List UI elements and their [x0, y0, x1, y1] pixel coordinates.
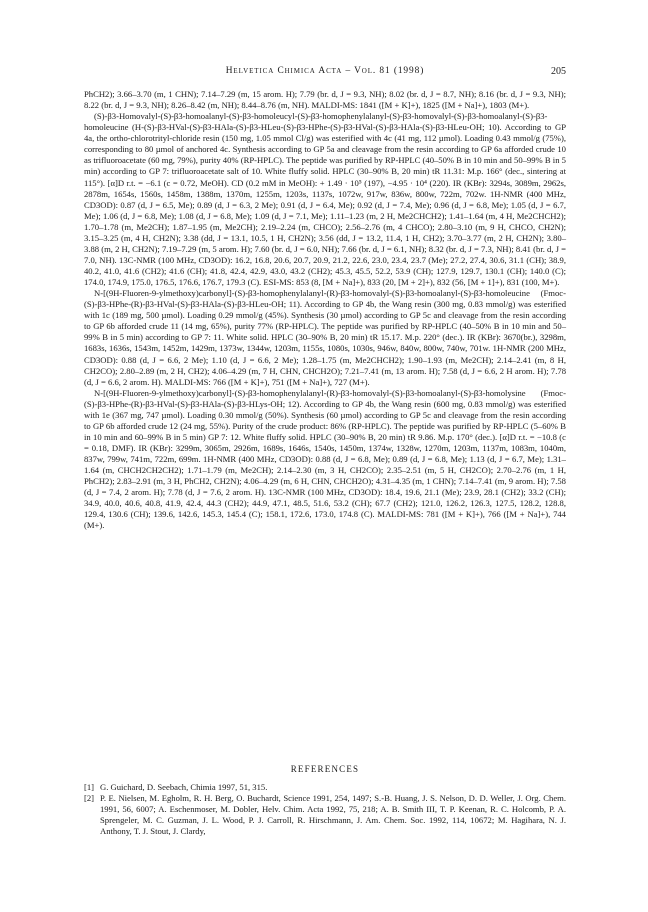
reference-number: [2] [84, 793, 95, 804]
reference-text: P. E. Nielsen, M. Egholm, R. H. Berg, O. Buchardt, Science 1991, 254, 1497; S.-B. Huang, J. S. Nelson, D. D. Weller, J. Org. Chem. 1991, 56, 6007; A. Eschenmoser, M. Dobler, Helv. Chim. Acta 1992, 75, 218; A. B. Smith III, T. P. Keenan, R. C. Holcomb, P. A. Sprengeler, M. C. Guzman, J. L. Wood, P. J. Carroll, R. Hirschmann, J. Am. Chem. Soc. 1992, 114, 10672; M. Hagihara, N. J. Anthony, T. J. Stout, J. Clardy, [100, 793, 566, 837]
paragraph-compound-11: N-[(9H-Fluoren-9-ylmethoxy)carbonyl]-(S)-β3-homophenylalanyl-(R)-β3-homovalyl-(S)-β3-homoalanyl-(S)-β3-homoleucine (Fmoc-(S)-β3-HPhe-(R)-β3-HVal-(S)-β3-HAla-(S)-β3-HLeu-OH; 11). According to GP 4b, the Wang resin (300 mg, 0.83 mmol/g) was esterified with 1c (189 mg, 500 µmol). Loading 0.29 mmol/g (45%). Synthesis (30 µmol) according to GP 5c and cleavage from the resin according to GP 6b afforded crude 11 (14 mg, 65%), purity 77% (RP-HPLC). The peptide was purified by RP-HPLC (40–50% B in 10 min and 50–99% B in 5 min) according to GP 7: 11. White solid. HPLC (30–90% B, 20 min) tR 15.17. M.p. 220° (dec.). IR (KBr): 3670(br.), 3298m, 1683s, 1636s, 1543m, 1452m, 1429m, 1373w, 1344w, 1203m, 1155s, 1080s, 1030s, 946w, 840w, 800w, 740w, 701w. 1H-NMR (200 MHz, CD3OD): 0.88 (d, J = 6.6, 2 Me); 1.10 (d, J = 6.6, 2 Me); 1.28–1.75 (m, Me2CHCH2); 1.90–1.93 (m, Me2CH); 2.14–2.41 (m, 8 H, CH2CO); 2.80–2.89 (m, 2 H, CH2); 4.06–4.29 (m, 7 H, CHN, CHCH2O); 7.21–7.41 (m, 13 arom. H); 7.58 (d, J = 6.6, 2 H arom. H); 7.78 (d, J = 6.6, 2 arom. H). MALDI-MS: 766 ([M + K]+), 751 ([M + Na]+), 727 (M+). [84, 288, 566, 387]
reference-number: [1] [84, 782, 95, 792]
references-heading: REFERENCES [290, 764, 360, 774]
running-header [84, 66, 566, 80]
reference-text: G. Guichard, D. Seebach, Chimia 1997, 51, 315. [100, 782, 268, 792]
article-body [84, 89, 566, 532]
paragraph-compound-9-data: PhCH2); 3.66–3.70 (m, 1 CHN); 7.14–7.29 (m, 15 arom. H); 7.79 (br. d, J = 9.3, NH); 8.02 (br. d, J = 8.7, NH); 8.16 (br. d, J = 9.3, NH); 8.22 (br. d, J = 9.3, NH); 8.26–8.42 (m, NH); 8.44–8.76 (m, NH). MALDI-MS: 1841 ([M + K]+), 1825 ([M + Na]+), 1803 (M+). [84, 89, 566, 111]
paragraph-compound-10: (S)-β3-Homovalyl-(S)-β3-homoalanyl-(S)-β3-homoleucyl-(S)-β3-homophenylalanyl-(S)-β3-homovalyl-(S)-β3-homoalanyl-(S)-β3-homoleucine (H-(S)-β3-HVal-(S)-β3-HAla-(S)-β3-HLeu-(S)-β3-HPhe-(S)-β3-HVal-(S)-β3-HAla-(S)-β3-HLeu-OH; 10). According to GP 4a, the ortho-chlorotrityl-chloride resin (150 mg, 1.05 mmol Cl/g) was esterified with 4c (41 mg, 112 µmol). Loading 0.43 mmol/g (75%), corresponding to 80 µmol of anchored 4c. Synthesis according to GP 5a and cleavage from the resin according to GP 6a afforded crude 10 as trifluoroacetate (60 mg, 79%), purity 40% (RP-HPLC). The peptide was purified by RP-HPLC (40–50% B in 10 min and 50–99% B in 5 min) according to GP 7: trifluoroacetate salt of 10. White fluffy solid. HPLC (30–90% B, 20 min) tR 11.31: M.p. 166° (dec., sintering at 115°). [α]D r.t. = −6.1 (c = 0.72, MeOH). CD (0.2 mM in MeOH): + 1.49 · 10⁵ (197), −4.95 · 10⁴ (220). IR (KBr): 3294s, 3089m, 2962s, 2878m, 1654s, 1560s, 1458m, 1388m, 1370m, 1255m, 1203s, 1137s, 1072w, 917w, 836w, 800w, 722m, 702w. 1H-NMR (400 MHz, CD3OD): 0.87 (d, J = 6.5, Me); 0.89 (d, J = 6.3, 2 Me); 0.91 (d, J = 6.4, Me); 0.92 (d, J = 7.4, Me); 0.96 (d, J = 6.8, Me); 1.05 (d, J = 6.7, Me); 1.06 (d, J = 6.8, Me); 1.08 (d, J = 6.8, Me); 1.09 (d, J = 7.1, Me); 1.11–1.23 (m, 2 H, Me2CHCH2); 1.41–1.64 (m, 4 H, Me2CHCH2); 1.70–1.78 (m, Me2CH); 1.87–1.95 (m, Me2CH); 2.19–2.24 (m, CHCO); 2.56–2.76 (m, 4 CHCO); 2.80–3.10 (m, 9 H, CHCO, CH2N); 3.15–3.25 (m, 4 H, CH2N); 3.38 (dd, J = 13.1, 10.5, 1 H, CH2N); 3.56 (dd, J = 13.2, 11.4, 1 H, CH2); 3.70–3.77 (m, 2 H, CH2N); 3.80–3.88 (m, 2 H, CH2N); 7.19–7.29 (m, 5 arom. H); 7.60 (br. d, J = 6.0, NH); 7.66 (br. d, J = 6.1, NH); 8.32 (br. d, J = 7.3, NH); 8.41 (br. d, J = 7.0, NH). 13C-NMR (100 MHz, CD3OD): 16.2, 16.8, 20.6, 20.7, 20.9, 21.2, 22.6, 23.0, 23.4, 23.7 (Me); 27.2, 27.4, 30.6, 31.1 (CH); 38.9, 40.2, 41.0, 41.6 (CH2); 41.6 (CH); 41.8, 42.4, 42.9, 43.0, 43.2 (CH2); 45.3, 45.5, 52.2, 53.9 (CH); 127.9, 129.7, 130.1 (CH); 140.0 (C); 174.0, 174.9, 175.0, 176.5, 176.6, 176.7, 179.3 (C). ESI-MS: 853 (8, [M + Na]+), 833 (20, [M + 2]+), 832 (56, [M + 1]+), 831 (100, M+). [84, 111, 566, 288]
reference-item [84, 782, 566, 793]
journal-title: Helvetica Chimica Acta – Vol. 81 (1998) [225, 66, 425, 76]
page-number: 205 [551, 66, 566, 77]
references-list [84, 782, 566, 837]
paragraph-compound-12: N-[(9H-Fluoren-9-ylmethoxy)carbonyl]-(S)-β3-homophenylalanyl-(R)-β3-homovalyl-(S)-β3-homoalanyl-(S)-β3-homolysine (Fmoc-(S)-β3-HPhe-(R)-β3-HVal-(S)-β3-HAla-(S)-β3-HLys-OH; 12). According to GP 4b, the Wang resin (600 mg, 0.83 mmol/g) was esterified with 1e (367 mg, 747 µmol). Loading 0.30 mmol/g (50%). Synthesis (60 µmol) according to GP 5c and cleavage from the resin according to GP 6b afforded crude 12 (24 mg, 55%). Purity of the crude product: 86% (RP-HPLC). The peptide was purified by RP-HPLC (5–60% B in 10 min and 60–99% B in 5 min) GP 7: 12. White fluffy solid. HPLC (30–90% B, 20 min) tR 9.86. M.p. 170° (dec.). [α]D r.t. = −10.8 (c = 0.18, DMF). IR (KBr): 3299m, 3065m, 2926m, 1689s, 1646s, 1540s, 1450m, 1374w, 1328w, 1270m, 1203m, 1137m, 1083m, 1040m, 837w, 799w, 741m, 722m, 699m. 1H-NMR (400 MHz, CD3OD): 0.88 (d, J = 6.8, Me); 0.89 (d, J = 6.8, Me); 1.13 (d, J = 6.7, Me); 1.31–1.64 (m, CHCH2CH2CH2); 1.71–1.79 (m, Me2CH); 2.14–2.30 (m, 3 H, CH2CO); 2.35–2.51 (m, 5 H, CH2CO); 2.70–2.76 (m, 1 H, PhCH2); 2.83–2.91 (m, 3 H, PhCH2, CH2N); 4.06–4.29 (m, 6 H, CHN, CHCH2O); 4.31–4.35 (m, 1 CHN); 7.14–7.41 (m, 9 arom. H); 7.58 (d, J = 7.4, 2 arom. H); 7.78 (d, J = 7.6, 2 arom. H). 13C-NMR (100 MHz, CD3OD): 18.4, 19.6, 21.1 (Me); 23.9, 28.1 (CH2); 33.2 (CH); 34.9, 40.0, 40.6, 40.8, 41.9, 42.4, 44.3 (CH2); 44.9, 47.1, 48.5, 51.6, 53.2 (CH); 67.7 (CH2); 121.0, 126.2, 126.3, 127.5, 128.2, 128.8, 129.4, 130.6 (CH); 139.6, 142.6, 145.3, 145.4 (C); 158.1, 172.6, 173.0, 174.8 (C). MALDI-MS: 781 ([M + K]+), 766 ([M + Na]+), 744 (M+). [84, 387, 566, 531]
reference-item [84, 793, 566, 837]
